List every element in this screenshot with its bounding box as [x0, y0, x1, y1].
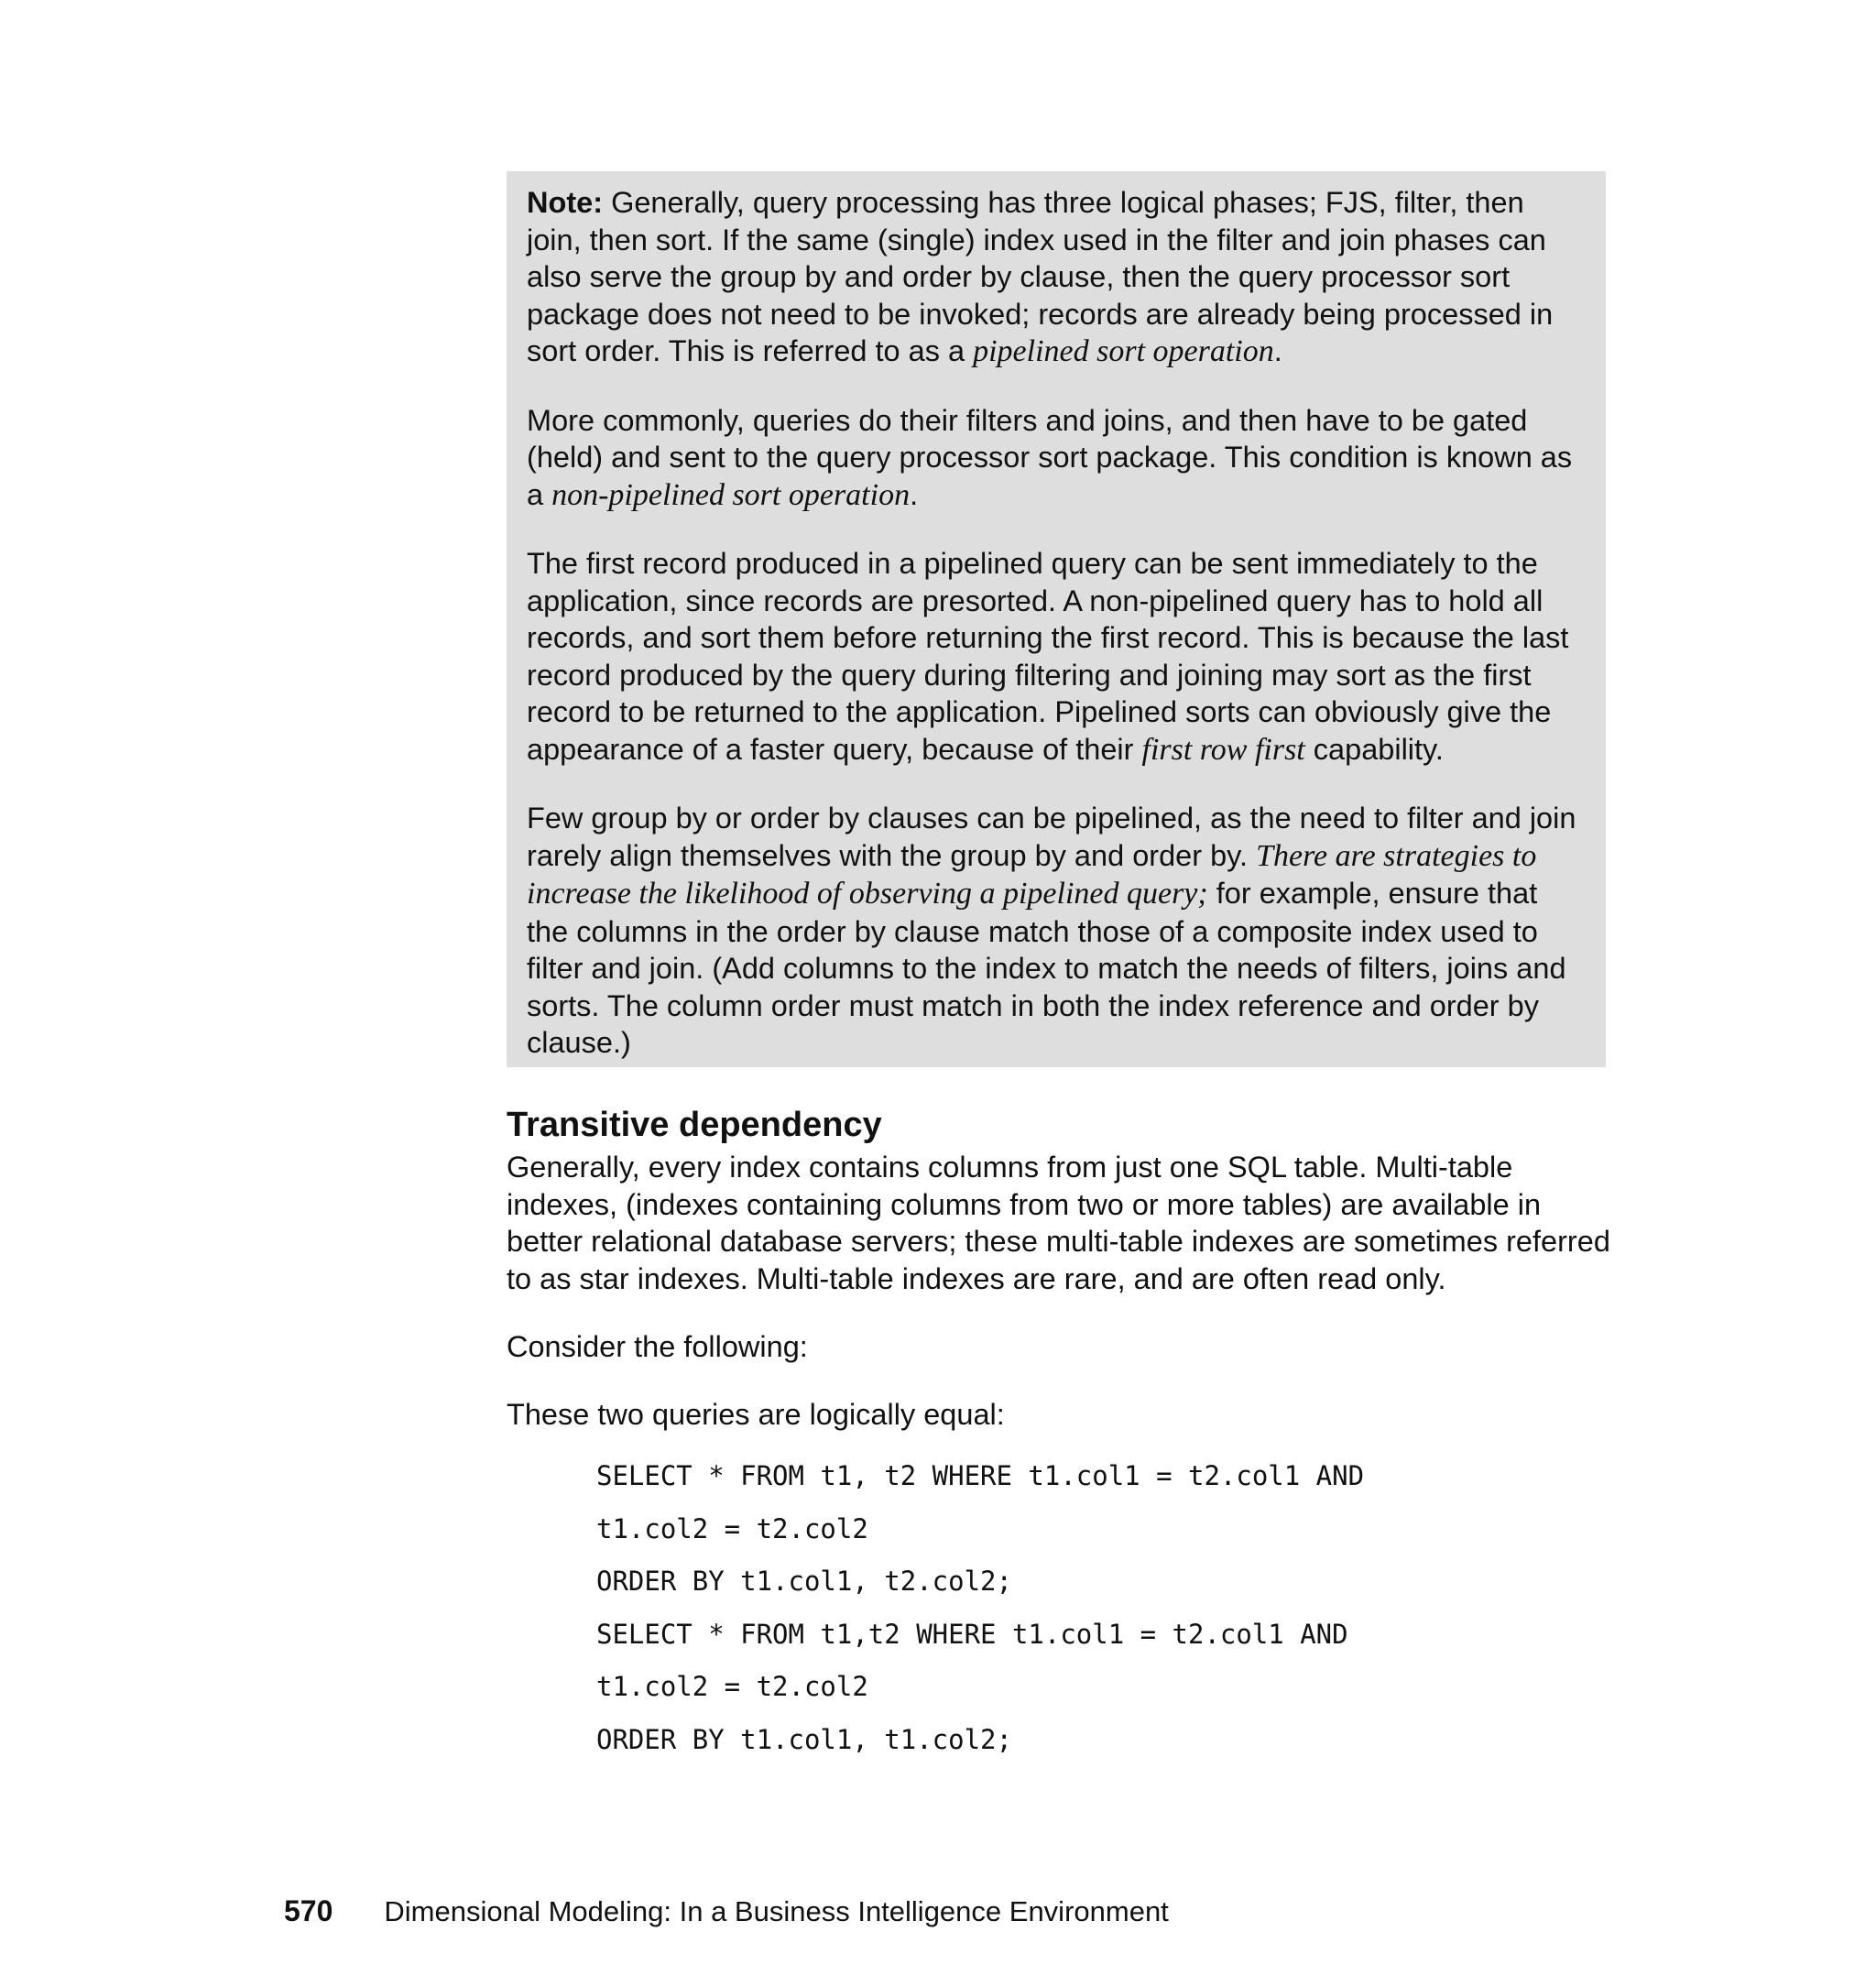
note-paragraph-1-end: . — [1273, 334, 1282, 367]
note-paragraph-1-text: Generally, query processing has three logical phases; FJS, filter, then join, then sort. If the same (single) index used in the filter and join phases can also serve the group by and order by clause, then the query processor sort package does not need to be invoked; records are already being processed in sort order. This is referred to as a — [527, 186, 1554, 367]
book-title: Dimensional Modeling: In a Business Intelligence Environment — [384, 1895, 1169, 1927]
note-paragraph-2-end: . — [910, 477, 919, 511]
note-paragraph-1 — [527, 184, 1586, 371]
code-line: t1.col2 = t2.col2 — [596, 1512, 868, 1544]
note-paragraph-1-italic: pipelined sort operation — [973, 334, 1274, 368]
body-paragraph-1: Generally, every index contains columns from just one SQL table. Multi-table indexes, (indexes containing columns from two or more tables) are available in better relational database servers; these multi-table indexes are sometimes referred to as star indexes. Multi-table indexes are rare, and are often read only. — [507, 1151, 1610, 1295]
note-paragraph-3 — [527, 545, 1586, 769]
note-paragraph-4-text: Few group by or order by clauses can be pipelined, as the need to filter and join rarely align themselves with the group by and order by. — [527, 802, 1576, 872]
note-label: Note: — [527, 186, 604, 219]
code-line: t1.col2 = t2.col2 — [596, 1671, 868, 1702]
body-paragraph-2: Consider the following: — [507, 1330, 808, 1363]
note-paragraph-2-text: More commonly, queries do their filters and joins, and then have to be gated (held) and sent to the query processor sort package. This condition is known as a — [527, 403, 1573, 511]
note-box — [507, 171, 1606, 1067]
code-line: SELECT * FROM t1, t2 WHERE t1.col1 = t2.col1 AND — [596, 1460, 1365, 1491]
code-line: SELECT * FROM t1,t2 WHERE t1.col1 = t2.col1 AND — [596, 1618, 1348, 1650]
note-paragraph-3-end: capability. — [1304, 732, 1444, 766]
section-heading: Transitive dependency — [507, 1106, 882, 1144]
note-paragraph-3-text: The first record produced in a pipelined query can be sent immediately to the application, since records are presorted. A non-pipelined query has to hold all records, and sort them before returning the first record. This is because the last record produced by the query during filtering and joining may sort as the first record to be returned to the application. Pipelined sorts can obviously give the appearance of a faster query, because of their — [527, 547, 1569, 766]
note-paragraph-4-end: for example, ensure that the columns in the order by clause match those of a composite index used to filter and join. (Add columns to the index to match the needs of filters, joins and sorts. The column order must match in both the index reference and order by clause.) — [527, 877, 1566, 1059]
note-paragraph-3-italic: first row first — [1141, 732, 1305, 767]
page-number: 570 — [284, 1894, 333, 1927]
code-line: ORDER BY t1.col1, t2.col2; — [596, 1566, 1012, 1597]
note-paragraph-2-italic: non-pipelined sort operation — [551, 477, 911, 512]
page-footer — [284, 1893, 1169, 1930]
code-block — [596, 1450, 1364, 1766]
code-line: ORDER BY t1.col1, t1.col2; — [596, 1723, 1012, 1755]
body-paragraph-3: These two queries are logically equal: — [507, 1398, 1005, 1431]
note-paragraph-2 — [527, 402, 1586, 515]
note-paragraph-4 — [527, 800, 1586, 1062]
note-paragraph-4-italic: There are strategies to increase the likelihood of observing a pipelined query; — [527, 838, 1537, 911]
